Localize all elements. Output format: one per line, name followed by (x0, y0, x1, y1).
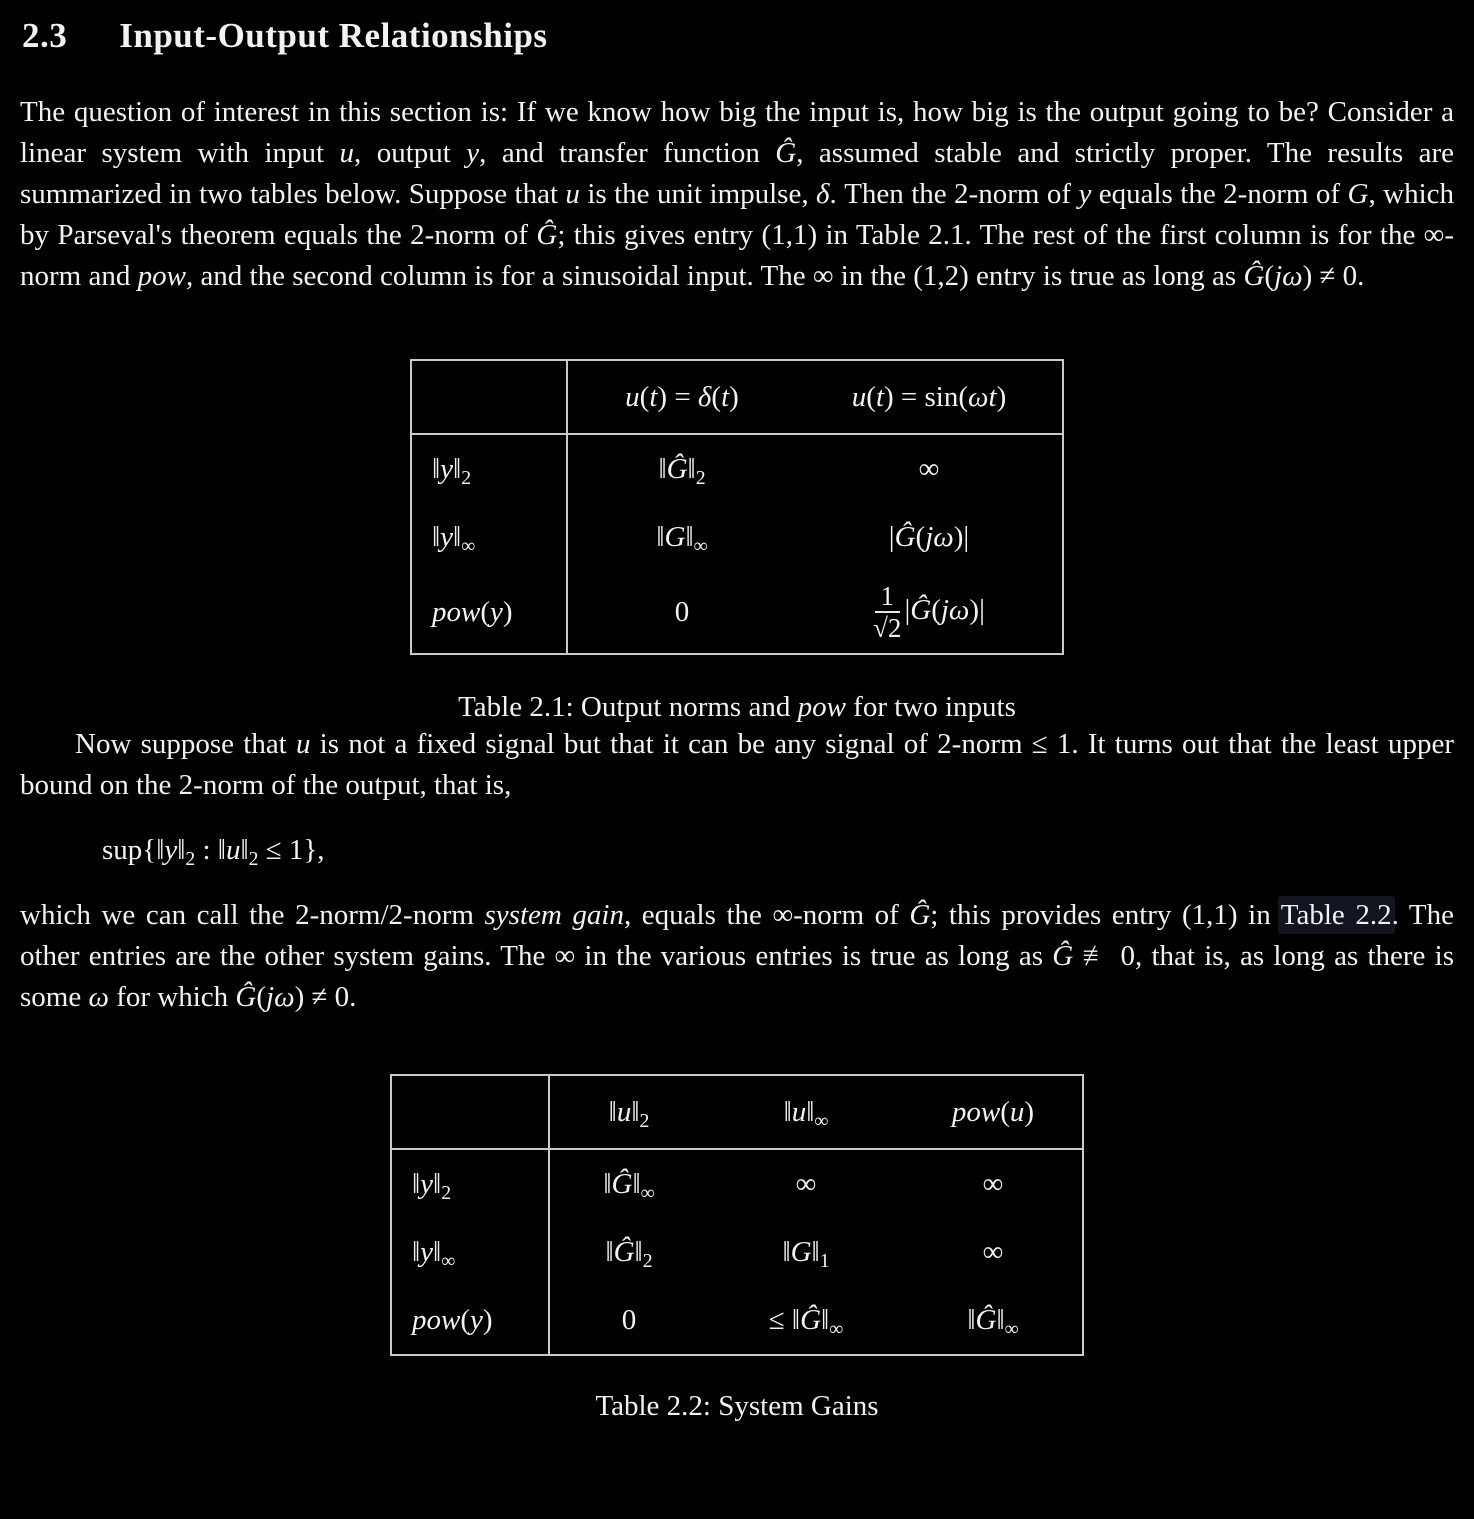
cell-1-1: $‖Ĝ‖_\infty$ (603, 1167, 655, 1204)
row-label-y2: $‖y‖_2$ (411, 434, 567, 503)
table-row (391, 1286, 1083, 1355)
cell-3-1: 0 (674, 595, 690, 628)
row-label-y2: $‖y‖_2$ (391, 1149, 549, 1218)
table-2-1 (410, 359, 1064, 655)
table-2-2 (390, 1074, 1084, 1356)
table-2-2-header-row (391, 1075, 1083, 1149)
section-heading (22, 16, 1454, 56)
cell-3-1: 0 (621, 1303, 637, 1336)
table-2-2-header-powu: pow(u) (904, 1075, 1083, 1149)
row-label-powy: pow(y) (391, 1286, 549, 1355)
cell-3-2: ≤ $‖Ĝ‖_\infty$ (768, 1303, 844, 1340)
cell-1-2: ∞ (795, 1167, 817, 1200)
section-title: Input-Output Relationships (119, 16, 548, 55)
table-2-1-caption: Table 2.1: Output norms and pow for two inputs (458, 691, 1016, 724)
cell-3-3: $‖Ĝ‖_\infty$ (967, 1303, 1019, 1340)
table-row (411, 571, 1063, 654)
section-number: 2.3 (22, 16, 68, 55)
cell-3-2: $\frac{1}{√2}$ |Ĝ(jω)| (873, 581, 985, 644)
paragraph-system-gain: which we can call the 2-norm/2-norm system gain, equals the ∞-norm of Ĝ; this provides entry (1,1) in Table 2.2. The other entries are the other system gains. The ∞ in the various entries is true as long as Ĝ ≢ 0, that is, as long as there is some ω for which Ĝ(jω) ≠ 0. (20, 899, 1455, 1014)
table-2-1-header-row (411, 360, 1063, 434)
cell-2-1: $‖G‖_\infty$ (656, 520, 708, 557)
table-2-2-caption: Table 2.2: System Gains (595, 1390, 879, 1423)
table-2-2-header-u2: $‖u‖_2$ (549, 1075, 708, 1149)
row-label-yinf: $‖y‖_\infty$ (411, 503, 567, 571)
table-row (391, 1218, 1083, 1286)
cell-2-3: ∞ (982, 1235, 1004, 1268)
row-label-yinf: $‖y‖_\infty$ (391, 1218, 549, 1286)
paragraph-intro: The question of interest in this section is: If we know how big the input is, how big is the output going to be? Consider a linear system with input u, output y, and transfer function Ĝ, assumed stable and strictly proper. The results are summarized in two tables below. Suppose that u is the unit impulse, δ. Then the 2-norm of y equals the 2-norm of G, which by Parseval's theorem equals the 2-norm of Ĝ; this gives entry (1,1) in Table 2.1. The rest of the first column is for the ∞-norm and pow, and the second column is for a sinusoidal input. The ∞ in the (1,2) entry is true as long as Ĝ(jω) ≠ 0. (20, 96, 1455, 292)
row-label-powy: pow(y) (411, 571, 567, 654)
paragraph-now-suppose: Now suppose that u is not a fixed signal but that it can be any signal of 2-norm ≤ 1. It turns out that the least upper bound on the 2-norm of the output, that is, (20, 728, 1454, 802)
cell-2-2: $‖G‖_1$ (782, 1235, 830, 1272)
table-2-1-block (20, 359, 1454, 724)
table-2-1-corner-cell (411, 360, 567, 434)
cell-2-2: |Ĝ(jω)| (888, 520, 970, 553)
table-2-1-header-sinusoid: u(t) = sin(ωt) (796, 360, 1063, 434)
cell-1-1: $‖Ĝ‖_2$ (658, 452, 706, 489)
sup-equation: $sup\{‖y‖_2$ : $‖u‖_2 \le 1$}, (102, 834, 325, 871)
table-row (411, 434, 1063, 503)
cell-1-2: ∞ (918, 452, 940, 485)
table-2-2-block (20, 1074, 1454, 1423)
table-2-2-header-uinf: $‖u‖_\infty$ (708, 1075, 904, 1149)
cell-2-1: $‖Ĝ‖_2$ (605, 1235, 653, 1272)
table-row (391, 1149, 1083, 1218)
table-2-1-header-impulse: u(t) = δ(t) (567, 360, 796, 434)
cell-1-3: ∞ (982, 1167, 1004, 1200)
table-row (411, 503, 1063, 571)
table-2-2-corner-cell (391, 1075, 549, 1149)
